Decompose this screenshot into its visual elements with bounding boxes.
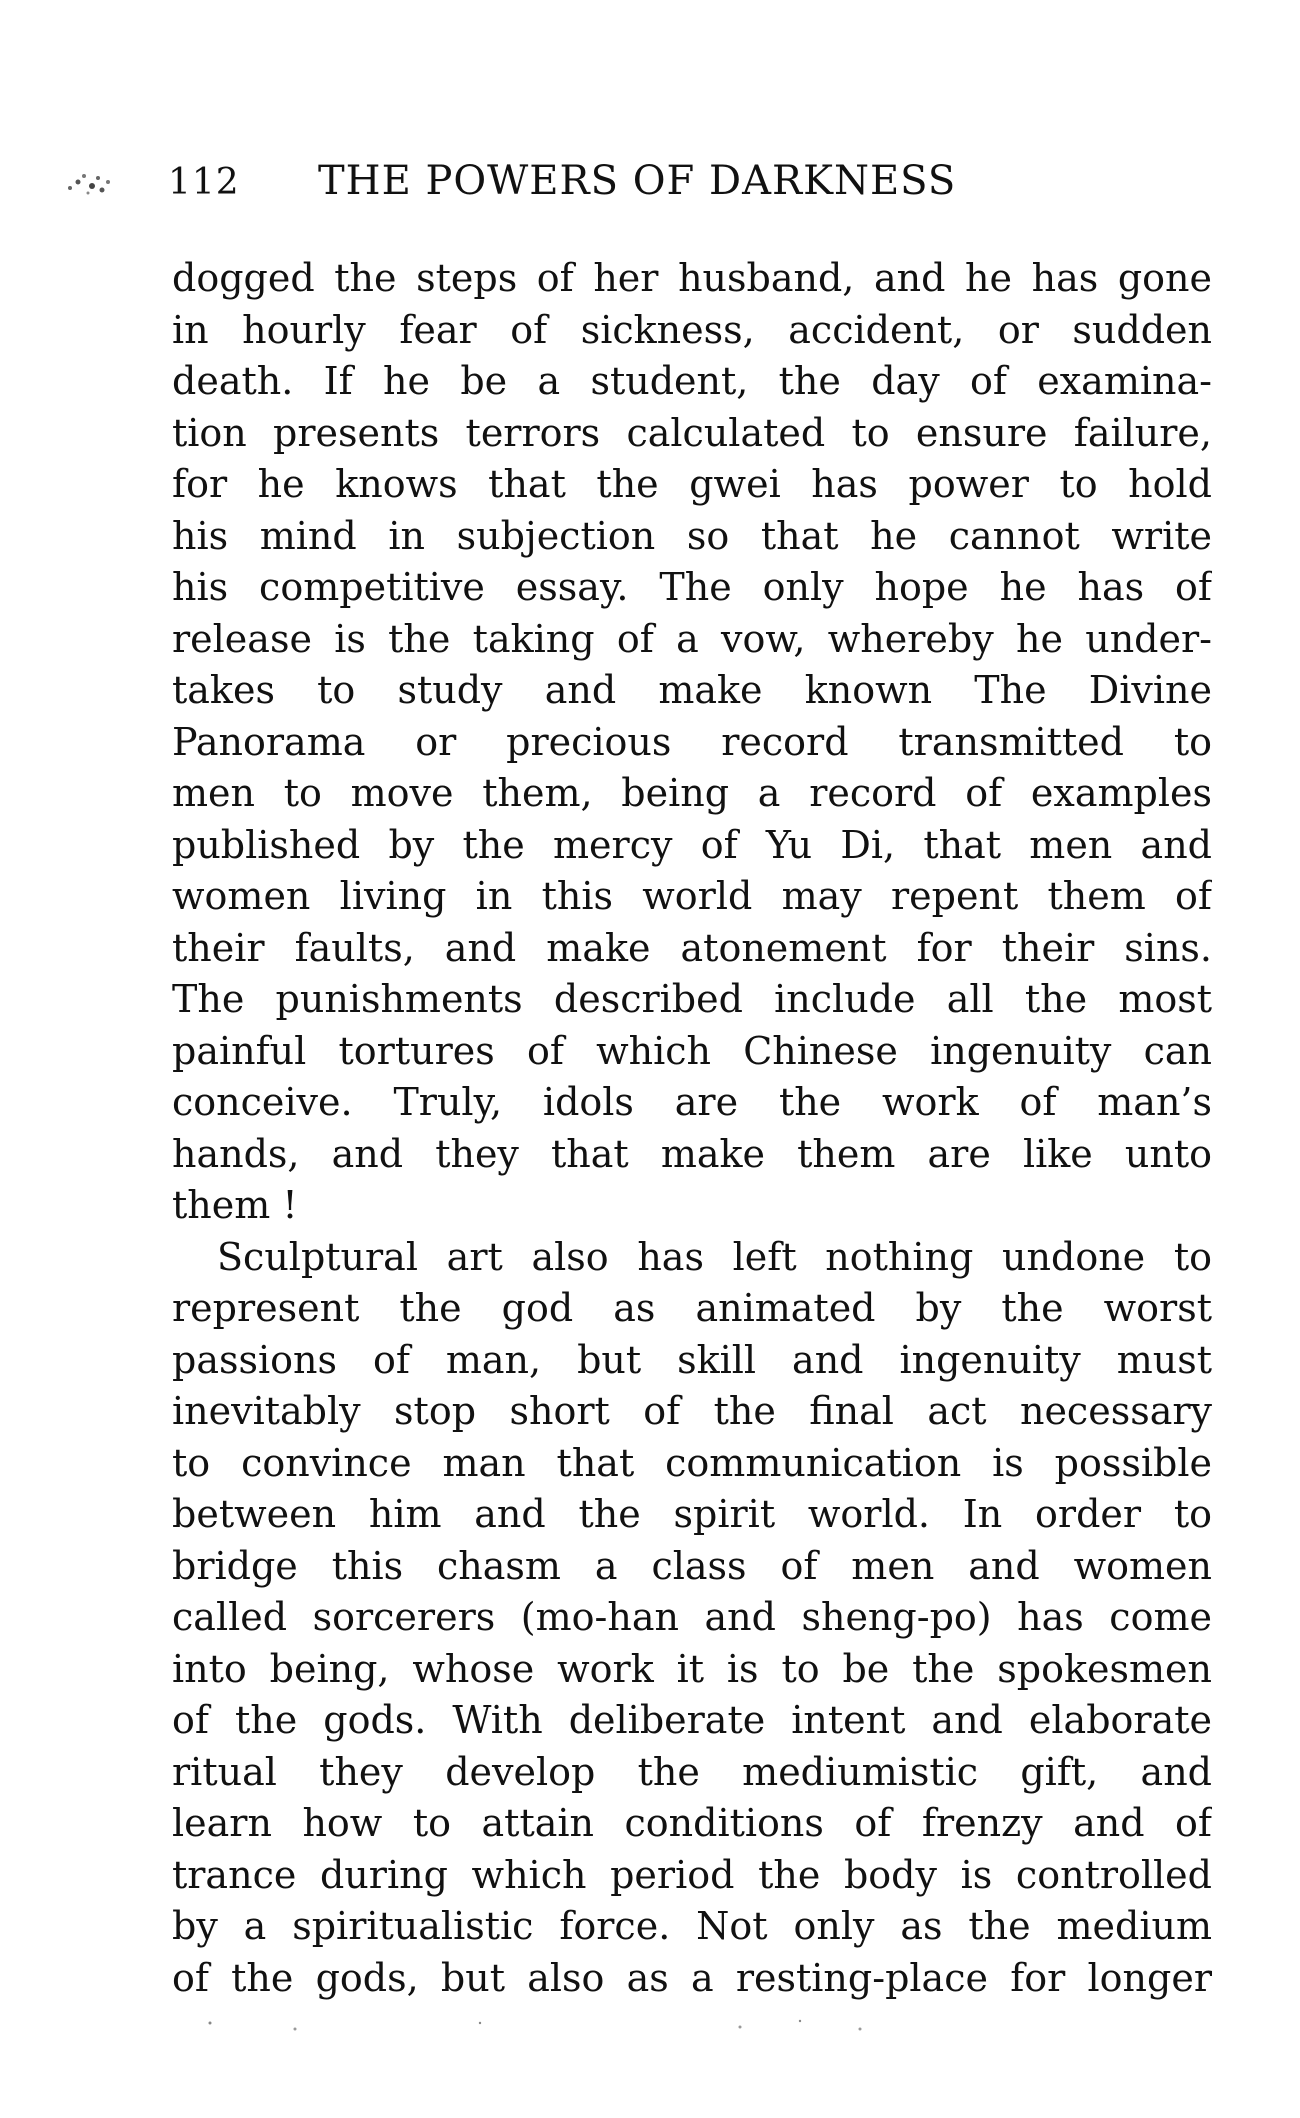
text-line: death. If he be a student, the day of examina- [172, 359, 1212, 403]
text-line: bridge this chasm a class of men and women [172, 1543, 1212, 1588]
text-line: by a spiritualistic force. Not only as the medium [172, 1904, 1212, 1948]
text-line: to convince man that communication is possible [172, 1440, 1212, 1485]
text-line: for he knows that the gwei has power to hold [172, 462, 1212, 506]
text-line: ritual they develop the mediumistic gift, and [172, 1749, 1212, 1794]
text-line: their faults, and make atonement for their sins. [172, 925, 1212, 970]
text-line: called sorcerers (mo-han and sheng-po) has come [172, 1595, 1212, 1639]
running-title: THE POWERS OF DARKNESS [318, 158, 957, 204]
page-header [168, 158, 1068, 218]
print-debris-marks [200, 2015, 1000, 2045]
text-line: hands, and they that make them are like unto [172, 1131, 1212, 1176]
text-line: tion presents terrors calculated to ensure failure, [172, 410, 1212, 455]
text-line: trance during which period the body is controlled [172, 1852, 1212, 1897]
text-line: conceive. Truly, idols are the work of man’s [172, 1080, 1212, 1124]
text-line: Panorama or precious record transmitted to [172, 719, 1212, 764]
text-line: into being, whose work it is to be the spokesmen [172, 1646, 1212, 1691]
text-line: his mind in subjection so that he cannot write [172, 513, 1212, 558]
text-line: between him and the spirit world. In order to [172, 1492, 1212, 1536]
text-line: of the gods, but also as a resting-place for longer [172, 1955, 1212, 2000]
ink-smudge-mark [58, 160, 128, 200]
text-line: in hourly fear of sickness, accident, or sudden [172, 307, 1212, 352]
text-line: The punishments described include all the most [172, 977, 1212, 1021]
text-line: of the gods. With deliberate intent and elaborate [172, 1698, 1212, 1742]
text-line: his competitive essay. The only hope he has of [172, 565, 1212, 609]
text-line: men to move them, being a record of examples [172, 771, 1212, 815]
text-line: women living in this world may repent them of [172, 874, 1212, 918]
text-line: passions of man, but skill and ingenuity must [172, 1337, 1212, 1382]
text-line: painful tortures of which Chinese ingenuity can [172, 1028, 1212, 1073]
text-line: them ! [172, 1183, 298, 1227]
body-text [172, 253, 1212, 2004]
text-line: takes to study and make known The Divine [172, 668, 1212, 712]
text-line: release is the taking of a vow, whereby he under- [172, 616, 1212, 661]
text-line: dogged the steps of her husband, and he has gone [172, 256, 1212, 300]
page-number: 112 [168, 162, 240, 203]
text-line: published by the mercy of Yu Di, that men and [172, 822, 1212, 867]
text-line: learn how to attain conditions of frenzy and of [172, 1801, 1212, 1845]
text-line: Sculptural art also has left nothing undone to [217, 1234, 1212, 1279]
text-line: inevitably stop short of the final act necessary [172, 1389, 1212, 1433]
text-line: represent the god as animated by the worst [172, 1286, 1212, 1330]
